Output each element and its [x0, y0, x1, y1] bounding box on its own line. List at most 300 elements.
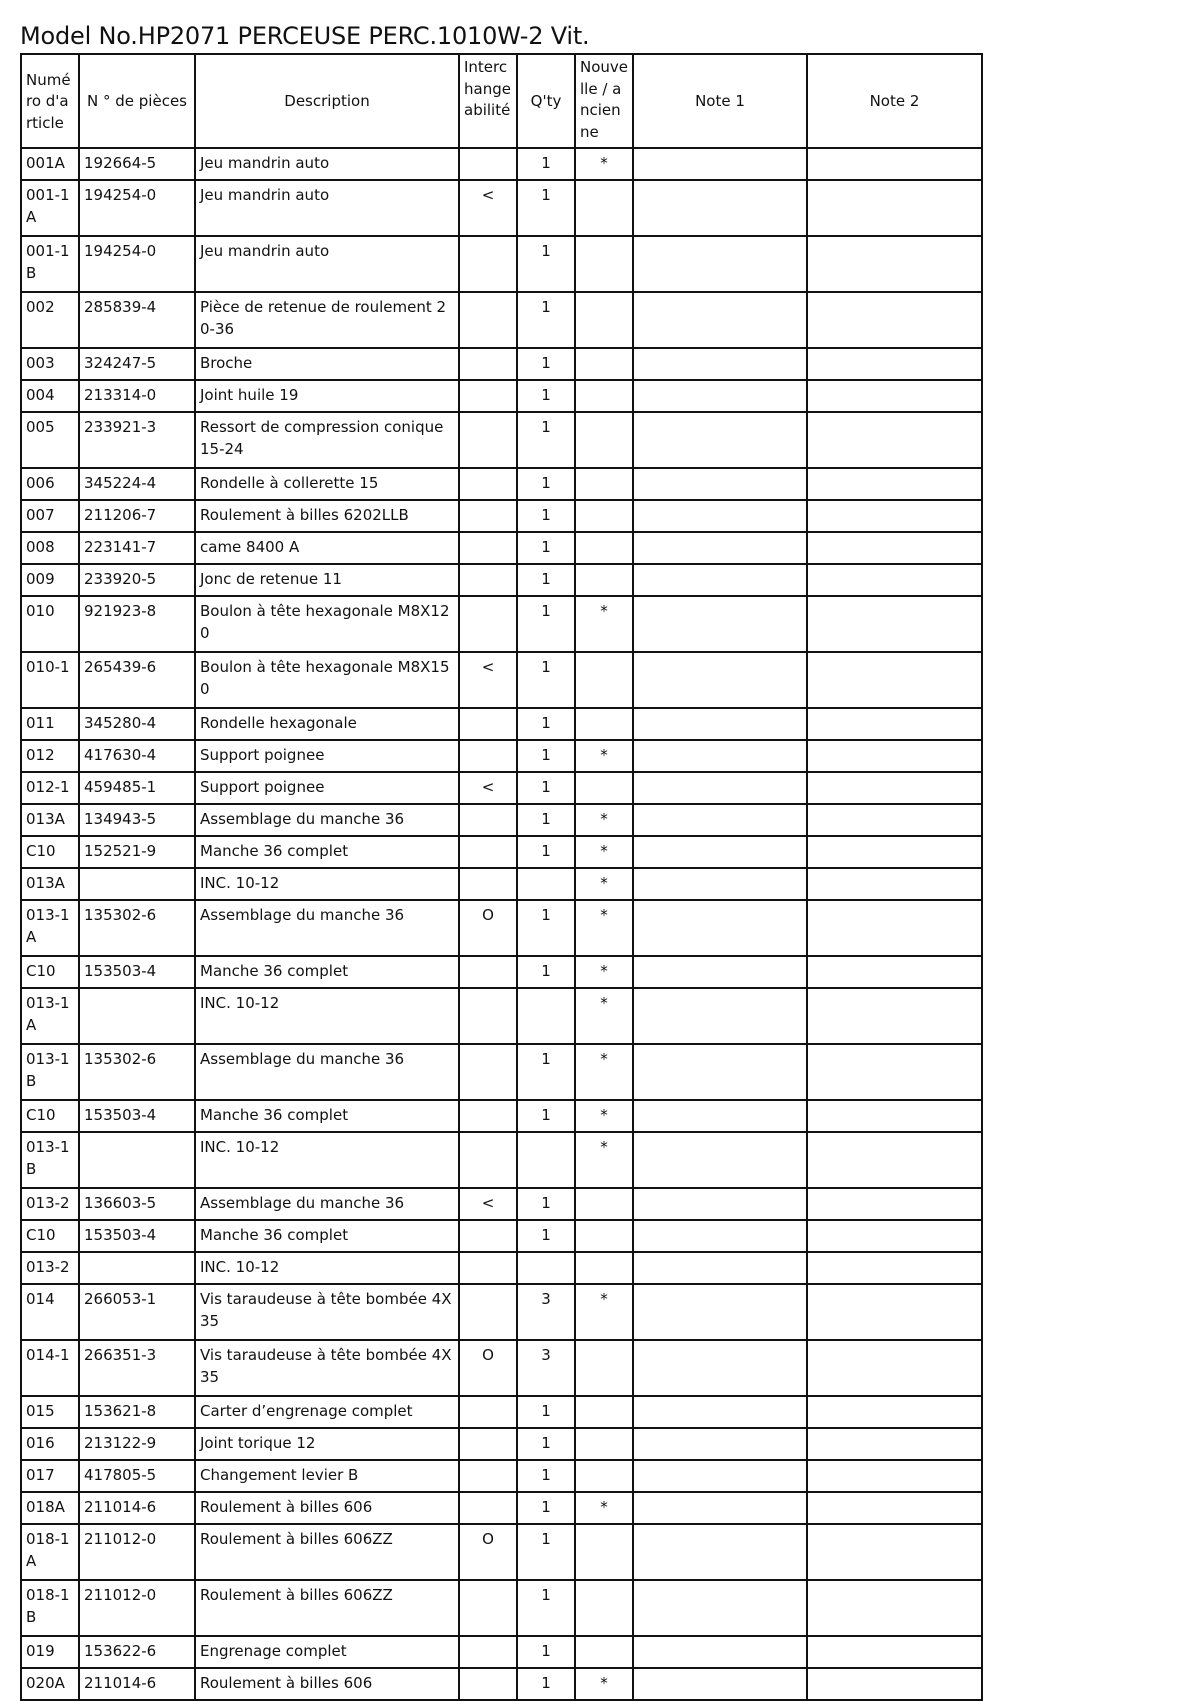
cell-new-old — [575, 1524, 633, 1580]
cell-interchangeability — [459, 988, 517, 1044]
cell-note-1 — [633, 1100, 807, 1132]
cell-description: Roulement à billes 606 — [195, 1668, 459, 1700]
table-row — [21, 740, 982, 772]
cell-new-old — [575, 292, 633, 348]
cell-description: Ressort de compression conique 15-24 — [195, 412, 459, 468]
cell-note-1 — [633, 148, 807, 180]
cell-item-number: 018-1B — [21, 1580, 79, 1636]
cell-description: Jeu mandrin auto — [195, 180, 459, 236]
cell-interchangeability — [459, 1460, 517, 1492]
cell-new-old: * — [575, 1284, 633, 1340]
cell-quantity: 1 — [517, 180, 575, 236]
cell-new-old — [575, 1580, 633, 1636]
cell-item-number: 016 — [21, 1428, 79, 1460]
cell-note-1 — [633, 1188, 807, 1220]
cell-note-2 — [807, 348, 982, 380]
cell-note-2 — [807, 900, 982, 956]
cell-note-1 — [633, 236, 807, 292]
cell-interchangeability: O — [459, 1524, 517, 1580]
cell-new-old — [575, 380, 633, 412]
cell-item-number: 008 — [21, 532, 79, 564]
cell-note-1 — [633, 772, 807, 804]
table-row — [21, 1188, 982, 1220]
cell-interchangeability — [459, 1668, 517, 1700]
cell-description: Manche 36 complet — [195, 1100, 459, 1132]
cell-note-2 — [807, 412, 982, 468]
cell-part-number: 135302-6 — [79, 900, 195, 956]
cell-item-number: C10 — [21, 956, 79, 988]
cell-quantity: 1 — [517, 1492, 575, 1524]
cell-note-2 — [807, 1428, 982, 1460]
cell-interchangeability — [459, 468, 517, 500]
cell-note-2 — [807, 1252, 982, 1284]
cell-part-number: 213122-9 — [79, 1428, 195, 1460]
cell-description: Roulement à billes 606ZZ — [195, 1580, 459, 1636]
cell-part-number: 265439-6 — [79, 652, 195, 708]
cell-description: Boulon à tête hexagonale M8X150 — [195, 652, 459, 708]
cell-part-number: 921923-8 — [79, 596, 195, 652]
cell-interchangeability — [459, 500, 517, 532]
cell-note-2 — [807, 564, 982, 596]
cell-item-number: 012-1 — [21, 772, 79, 804]
cell-description: Manche 36 complet — [195, 836, 459, 868]
cell-item-number: 011 — [21, 708, 79, 740]
cell-note-2 — [807, 1284, 982, 1340]
table-row — [21, 900, 982, 956]
cell-new-old — [575, 236, 633, 292]
cell-note-2 — [807, 1340, 982, 1396]
cell-note-2 — [807, 1636, 982, 1668]
cell-new-old — [575, 500, 633, 532]
cell-note-2 — [807, 292, 982, 348]
cell-part-number: 345280-4 — [79, 708, 195, 740]
cell-item-number: 013-1A — [21, 900, 79, 956]
cell-note-2 — [807, 740, 982, 772]
table-header-row — [21, 54, 982, 148]
cell-new-old — [575, 1340, 633, 1396]
cell-part-number: 233921-3 — [79, 412, 195, 468]
table-row — [21, 148, 982, 180]
cell-note-2 — [807, 1220, 982, 1252]
cell-description: Support poignee — [195, 772, 459, 804]
cell-part-number — [79, 868, 195, 900]
cell-item-number: C10 — [21, 836, 79, 868]
cell-part-number: 459485-1 — [79, 772, 195, 804]
cell-interchangeability — [459, 1492, 517, 1524]
cell-part-number: 211012-0 — [79, 1580, 195, 1636]
cell-part-number: 153503-4 — [79, 1100, 195, 1132]
cell-interchangeability — [459, 1044, 517, 1100]
cell-quantity: 1 — [517, 1396, 575, 1428]
cell-new-old: * — [575, 804, 633, 836]
cell-item-number: 001-1A — [21, 180, 79, 236]
cell-item-number: 013A — [21, 804, 79, 836]
cell-new-old: * — [575, 148, 633, 180]
cell-note-1 — [633, 1220, 807, 1252]
cell-interchangeability: O — [459, 1340, 517, 1396]
cell-interchangeability — [459, 596, 517, 652]
cell-note-1 — [633, 348, 807, 380]
cell-note-2 — [807, 652, 982, 708]
cell-description: Roulement à billes 606 — [195, 1492, 459, 1524]
cell-quantity: 1 — [517, 348, 575, 380]
table-row — [21, 1636, 982, 1668]
cell-quantity — [517, 988, 575, 1044]
table-row — [21, 412, 982, 468]
cell-item-number: 004 — [21, 380, 79, 412]
table-row — [21, 468, 982, 500]
table-row — [21, 1220, 982, 1252]
cell-quantity: 1 — [517, 652, 575, 708]
cell-interchangeability — [459, 836, 517, 868]
cell-interchangeability: O — [459, 900, 517, 956]
table-row — [21, 988, 982, 1044]
cell-part-number: 153622-6 — [79, 1636, 195, 1668]
cell-item-number: 013A — [21, 868, 79, 900]
cell-note-2 — [807, 1132, 982, 1188]
header-interchangeability: Interchangeabilité — [459, 54, 517, 148]
cell-item-number: 013-1B — [21, 1044, 79, 1100]
cell-part-number: 266351-3 — [79, 1340, 195, 1396]
cell-quantity: 1 — [517, 1188, 575, 1220]
cell-new-old: * — [575, 868, 633, 900]
cell-note-1 — [633, 868, 807, 900]
cell-quantity — [517, 1252, 575, 1284]
cell-note-1 — [633, 740, 807, 772]
cell-note-1 — [633, 652, 807, 708]
cell-new-old — [575, 1252, 633, 1284]
cell-quantity: 1 — [517, 1668, 575, 1700]
cell-item-number: 002 — [21, 292, 79, 348]
cell-note-1 — [633, 1492, 807, 1524]
cell-part-number: 153621-8 — [79, 1396, 195, 1428]
cell-interchangeability — [459, 148, 517, 180]
cell-interchangeability — [459, 1252, 517, 1284]
cell-description: Changement levier B — [195, 1460, 459, 1492]
cell-interchangeability — [459, 708, 517, 740]
cell-description: Vis taraudeuse à tête bombée 4X35 — [195, 1340, 459, 1396]
cell-new-old: * — [575, 596, 633, 652]
cell-item-number: 017 — [21, 1460, 79, 1492]
cell-new-old — [575, 348, 633, 380]
cell-part-number: 211012-0 — [79, 1524, 195, 1580]
cell-description: INC. 10-12 — [195, 988, 459, 1044]
cell-new-old: * — [575, 1100, 633, 1132]
cell-description: Joint huile 19 — [195, 380, 459, 412]
cell-note-2 — [807, 956, 982, 988]
cell-description: Assemblage du manche 36 — [195, 1188, 459, 1220]
cell-description: Pièce de retenue de roulement 20-36 — [195, 292, 459, 348]
cell-new-old: * — [575, 1668, 633, 1700]
table-row — [21, 772, 982, 804]
cell-note-2 — [807, 468, 982, 500]
cell-part-number: 213314-0 — [79, 380, 195, 412]
cell-note-2 — [807, 1460, 982, 1492]
cell-quantity: 1 — [517, 500, 575, 532]
cell-part-number: 223141-7 — [79, 532, 195, 564]
cell-note-1 — [633, 412, 807, 468]
table-row — [21, 956, 982, 988]
cell-note-1 — [633, 1284, 807, 1340]
cell-interchangeability — [459, 564, 517, 596]
cell-new-old: * — [575, 900, 633, 956]
cell-interchangeability — [459, 380, 517, 412]
cell-description: INC. 10-12 — [195, 1132, 459, 1188]
table-row — [21, 1460, 982, 1492]
cell-new-old — [575, 1460, 633, 1492]
table-row — [21, 532, 982, 564]
cell-quantity: 1 — [517, 900, 575, 956]
cell-quantity: 1 — [517, 380, 575, 412]
table-row — [21, 868, 982, 900]
cell-part-number: 135302-6 — [79, 1044, 195, 1100]
cell-quantity: 1 — [517, 1044, 575, 1100]
cell-note-1 — [633, 1636, 807, 1668]
cell-note-2 — [807, 148, 982, 180]
table-row — [21, 1524, 982, 1580]
cell-part-number: 266053-1 — [79, 1284, 195, 1340]
cell-quantity: 1 — [517, 740, 575, 772]
cell-item-number: 006 — [21, 468, 79, 500]
cell-note-2 — [807, 988, 982, 1044]
cell-interchangeability: < — [459, 1188, 517, 1220]
cell-description: Manche 36 complet — [195, 1220, 459, 1252]
table-row — [21, 596, 982, 652]
cell-description: Assemblage du manche 36 — [195, 900, 459, 956]
cell-note-1 — [633, 708, 807, 740]
cell-note-1 — [633, 1132, 807, 1188]
cell-part-number: 211014-6 — [79, 1668, 195, 1700]
cell-note-1 — [633, 596, 807, 652]
cell-part-number — [79, 1132, 195, 1188]
cell-quantity: 1 — [517, 1460, 575, 1492]
cell-quantity: 1 — [517, 956, 575, 988]
cell-new-old: * — [575, 836, 633, 868]
cell-note-1 — [633, 1460, 807, 1492]
cell-new-old: * — [575, 1492, 633, 1524]
cell-note-2 — [807, 708, 982, 740]
cell-note-1 — [633, 988, 807, 1044]
cell-new-old — [575, 1188, 633, 1220]
cell-note-2 — [807, 868, 982, 900]
cell-note-2 — [807, 500, 982, 532]
cell-description: Assemblage du manche 36 — [195, 1044, 459, 1100]
cell-note-2 — [807, 1580, 982, 1636]
cell-interchangeability — [459, 1396, 517, 1428]
cell-description: Jonc de retenue 11 — [195, 564, 459, 596]
cell-note-1 — [633, 1340, 807, 1396]
cell-quantity: 1 — [517, 564, 575, 596]
cell-description: Jeu mandrin auto — [195, 236, 459, 292]
table-row — [21, 1252, 982, 1284]
cell-note-1 — [633, 1668, 807, 1700]
cell-item-number: 014 — [21, 1284, 79, 1340]
cell-note-2 — [807, 532, 982, 564]
cell-quantity: 1 — [517, 148, 575, 180]
cell-note-1 — [633, 1580, 807, 1636]
cell-item-number: C10 — [21, 1100, 79, 1132]
cell-new-old — [575, 1636, 633, 1668]
cell-quantity: 1 — [517, 1636, 575, 1668]
cell-new-old — [575, 564, 633, 596]
cell-item-number: 015 — [21, 1396, 79, 1428]
cell-interchangeability — [459, 1428, 517, 1460]
cell-new-old — [575, 468, 633, 500]
cell-interchangeability — [459, 740, 517, 772]
cell-quantity: 1 — [517, 596, 575, 652]
cell-item-number: 003 — [21, 348, 79, 380]
cell-quantity: 1 — [517, 804, 575, 836]
cell-quantity: 1 — [517, 772, 575, 804]
cell-quantity: 1 — [517, 236, 575, 292]
cell-item-number: 001A — [21, 148, 79, 180]
cell-quantity: 1 — [517, 292, 575, 348]
cell-description: Engrenage complet — [195, 1636, 459, 1668]
cell-note-2 — [807, 236, 982, 292]
cell-part-number: 417805-5 — [79, 1460, 195, 1492]
cell-description: Rondelle hexagonale — [195, 708, 459, 740]
cell-item-number: 010-1 — [21, 652, 79, 708]
cell-note-1 — [633, 292, 807, 348]
table-row — [21, 1492, 982, 1524]
cell-part-number — [79, 988, 195, 1044]
cell-quantity: 1 — [517, 1428, 575, 1460]
cell-description: Roulement à billes 606ZZ — [195, 1524, 459, 1580]
table-row — [21, 500, 982, 532]
cell-part-number: 345224-4 — [79, 468, 195, 500]
cell-interchangeability — [459, 532, 517, 564]
cell-quantity: 1 — [517, 532, 575, 564]
cell-interchangeability — [459, 1636, 517, 1668]
cell-description: came 8400 A — [195, 532, 459, 564]
cell-description: Vis taraudeuse à tête bombée 4X35 — [195, 1284, 459, 1340]
header-quantity: Q'ty — [517, 54, 575, 148]
cell-note-1 — [633, 380, 807, 412]
cell-note-2 — [807, 1100, 982, 1132]
cell-quantity: 1 — [517, 708, 575, 740]
cell-part-number: 136603-5 — [79, 1188, 195, 1220]
cell-item-number: 001-1B — [21, 236, 79, 292]
cell-note-1 — [633, 532, 807, 564]
cell-interchangeability — [459, 236, 517, 292]
parts-table — [20, 53, 983, 1701]
cell-note-2 — [807, 596, 982, 652]
cell-quantity: 1 — [517, 1580, 575, 1636]
cell-item-number: 005 — [21, 412, 79, 468]
cell-quantity — [517, 868, 575, 900]
cell-new-old: * — [575, 988, 633, 1044]
table-row — [21, 1132, 982, 1188]
cell-item-number: 009 — [21, 564, 79, 596]
cell-description: Support poignee — [195, 740, 459, 772]
cell-description: INC. 10-12 — [195, 1252, 459, 1284]
header-item-number: Numéro d'article — [21, 54, 79, 148]
cell-item-number: 018A — [21, 1492, 79, 1524]
cell-new-old — [575, 1220, 633, 1252]
table-row — [21, 1284, 982, 1340]
cell-note-2 — [807, 1492, 982, 1524]
cell-quantity: 1 — [517, 1220, 575, 1252]
cell-new-old — [575, 180, 633, 236]
cell-note-1 — [633, 500, 807, 532]
table-row — [21, 1340, 982, 1396]
cell-part-number: 153503-4 — [79, 1220, 195, 1252]
table-row — [21, 652, 982, 708]
cell-quantity: 1 — [517, 1100, 575, 1132]
table-row — [21, 1668, 982, 1700]
cell-new-old — [575, 1428, 633, 1460]
table-row — [21, 836, 982, 868]
cell-new-old: * — [575, 1044, 633, 1100]
cell-note-2 — [807, 180, 982, 236]
cell-item-number: 013-1B — [21, 1132, 79, 1188]
cell-note-2 — [807, 1396, 982, 1428]
cell-quantity: 3 — [517, 1340, 575, 1396]
cell-note-1 — [633, 1524, 807, 1580]
cell-part-number — [79, 1252, 195, 1284]
table-row — [21, 380, 982, 412]
cell-part-number: 324247-5 — [79, 348, 195, 380]
cell-interchangeability — [459, 804, 517, 836]
cell-note-2 — [807, 1668, 982, 1700]
cell-interchangeability — [459, 348, 517, 380]
cell-new-old: * — [575, 1132, 633, 1188]
cell-interchangeability: < — [459, 180, 517, 236]
cell-part-number: 285839-4 — [79, 292, 195, 348]
cell-note-2 — [807, 836, 982, 868]
cell-note-1 — [633, 468, 807, 500]
cell-note-1 — [633, 956, 807, 988]
header-description: Description — [195, 54, 459, 148]
cell-quantity: 1 — [517, 468, 575, 500]
cell-item-number: 012 — [21, 740, 79, 772]
cell-item-number: 010 — [21, 596, 79, 652]
cell-new-old — [575, 1396, 633, 1428]
cell-interchangeability: < — [459, 652, 517, 708]
cell-interchangeability — [459, 1284, 517, 1340]
cell-item-number: C10 — [21, 1220, 79, 1252]
cell-note-2 — [807, 1524, 982, 1580]
cell-part-number: 194254-0 — [79, 180, 195, 236]
table-row — [21, 1044, 982, 1100]
cell-note-1 — [633, 564, 807, 596]
cell-part-number: 417630-4 — [79, 740, 195, 772]
header-note-2: Note 2 — [807, 54, 982, 148]
table-row — [21, 348, 982, 380]
cell-description: Roulement à billes 6202LLB — [195, 500, 459, 532]
cell-note-1 — [633, 836, 807, 868]
cell-part-number: 211014-6 — [79, 1492, 195, 1524]
table-row — [21, 1428, 982, 1460]
header-part-number: N ° de pièces — [79, 54, 195, 148]
cell-note-2 — [807, 804, 982, 836]
cell-description: Rondelle à collerette 15 — [195, 468, 459, 500]
cell-item-number: 018-1A — [21, 1524, 79, 1580]
cell-item-number: 013-2 — [21, 1188, 79, 1220]
cell-note-1 — [633, 1044, 807, 1100]
table-row — [21, 804, 982, 836]
cell-new-old — [575, 412, 633, 468]
cell-item-number: 013-2 — [21, 1252, 79, 1284]
table-row — [21, 236, 982, 292]
table-row — [21, 180, 982, 236]
cell-interchangeability — [459, 412, 517, 468]
cell-note-2 — [807, 1188, 982, 1220]
cell-description: Carter d’engrenage complet — [195, 1396, 459, 1428]
table-row — [21, 1396, 982, 1428]
cell-item-number: 013-1A — [21, 988, 79, 1044]
cell-quantity: 1 — [517, 1524, 575, 1580]
